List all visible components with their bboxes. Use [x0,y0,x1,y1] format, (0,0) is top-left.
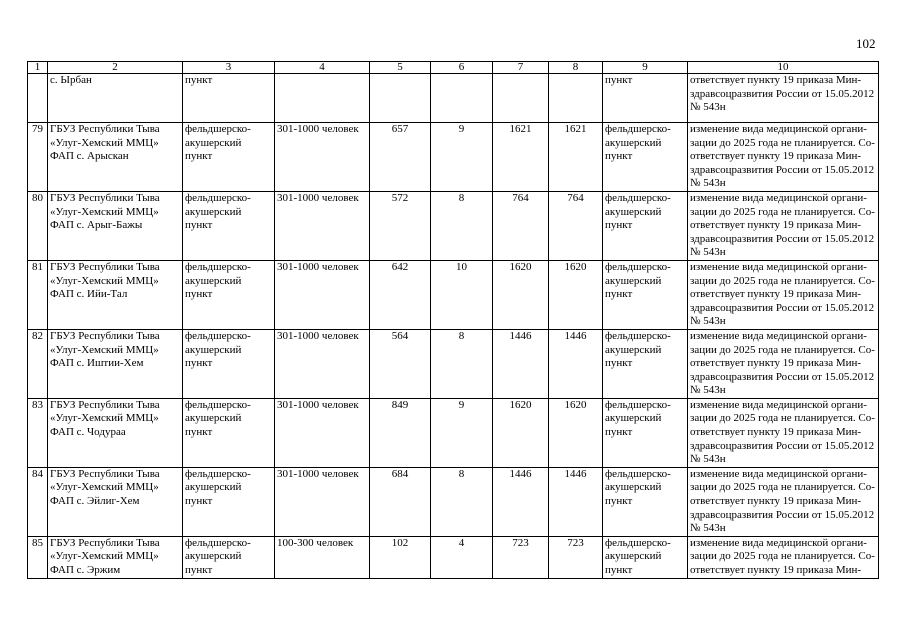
organization-cell-line: «Улуг-Хемский ММЦ» [50,274,159,287]
column-7-cell: 764 [493,191,549,260]
facility-type-cell [183,191,275,260]
note-cell [688,191,879,260]
note-cell-line: зации до 2025 года не планируется. Со- [690,550,875,563]
table-row [28,191,879,260]
facility-type-target-cell-line: фельдшерско- [605,329,671,342]
facility-type-target-cell-line: фельдшерско- [605,123,671,135]
table-row [28,123,879,192]
note-cell-line: зации до 2025 года не планируется. Со- [690,205,875,218]
column-5-cell: 684 [370,467,431,536]
population-cell: 301-1000 человек [275,191,370,260]
header-cell: 8 [549,62,603,74]
header-cell: 9 [603,62,688,74]
organization-cell-line: с. Ырбан [50,74,92,86]
facility-type-cell-line: фельдшерско- [185,329,251,342]
facility-type-cell-line: акушерский [185,550,242,563]
organization-cell [48,329,183,398]
column-8-cell: 1620 [549,398,603,467]
header-cell: 6 [431,62,493,74]
note-cell-line: зации до 2025 года не планируется. Со- [690,136,875,149]
note-cell-line: зации до 2025 года не планируется. Со- [690,481,875,494]
facility-type-cell-line: пункт [185,74,213,86]
organization-cell-line: ФАП с. Арыскан [50,150,129,163]
column-8-cell: 764 [549,191,603,260]
facility-type-cell [183,123,275,192]
organization-cell-line: «Улуг-Хемский ММЦ» [50,550,159,563]
note-cell-line: ответствует пункту 19 приказа Мин- [690,219,862,232]
column-6-cell [431,74,493,123]
facility-type-cell [183,74,275,123]
population-cell: 301-1000 человек [275,398,370,467]
row-number-cell: 83 [28,398,48,467]
facility-type-cell-line: фельдшерско- [185,536,251,549]
organization-cell-line: «Улуг-Хемский ММЦ» [50,136,159,149]
facility-type-target-cell-line: фельдшерско- [605,191,671,204]
page-number: 102 [856,36,876,51]
organization-cell-line: ФАП с. Иштии-Хем [50,357,144,370]
facility-type-target-cell [603,123,688,192]
organization-cell [48,191,183,260]
organization-cell-line: ГБУЗ Республики Тыва [50,398,160,411]
facility-type-cell-line: фельдшерско- [185,260,251,273]
note-cell [688,536,879,578]
column-6-cell: 10 [431,260,493,329]
facility-type-target-cell-line: фельдшерско- [605,536,671,549]
column-8-cell: 1620 [549,260,603,329]
column-6-cell: 8 [431,191,493,260]
facility-type-cell-line: фельдшерско- [185,123,251,135]
note-cell-line: № 543н [690,384,726,397]
organization-cell-line: ФАП с. Ийи-Тал [50,288,128,301]
organization-cell-line: «Улуг-Хемский ММЦ» [50,481,159,494]
note-cell-line: № 543н [690,315,726,328]
note-cell [688,74,879,123]
column-7-cell: 723 [493,536,549,578]
organization-cell-line: «Улуг-Хемский ММЦ» [50,412,159,425]
facility-type-cell-line: фельдшерско- [185,398,251,411]
facility-type-cell-line: акушерский [185,205,242,218]
column-5-cell: 572 [370,191,431,260]
column-6-cell: 8 [431,329,493,398]
note-cell-line: № 543н [690,246,726,259]
note-cell-line: зации до 2025 года не планируется. Со- [690,343,875,356]
facility-type-target-cell [603,329,688,398]
table-row [28,74,879,123]
column-6-cell: 9 [431,398,493,467]
row-number-cell: 82 [28,329,48,398]
organization-cell-line: ФАП с. Эйлиг-Хем [50,495,140,508]
note-cell-line: ответствует пункту 19 приказа Мин- [690,426,862,439]
facility-type-cell-line: фельдшерско- [185,467,251,480]
facility-type-target-cell-line: пункт [605,426,633,439]
column-8-cell: 1446 [549,467,603,536]
note-cell-line: здравсоцразвития России от 15.05.2012 [690,508,875,521]
header-cell: 1 [28,62,48,74]
column-6-cell: 4 [431,536,493,578]
column-6-cell: 9 [431,123,493,192]
table-row [28,329,879,398]
column-7-cell: 1620 [493,260,549,329]
organization-cell [48,74,183,123]
header-cell: 5 [370,62,431,74]
facility-type-cell [183,329,275,398]
note-cell-line: здравсоцразвития России от 15.05.2012 [690,439,875,452]
note-cell [688,398,879,467]
note-cell-line: изменение вида медицинской органи- [690,329,867,342]
column-8-cell: 723 [549,536,603,578]
facility-type-target-cell [603,74,688,123]
facility-type-cell-line: пункт [185,564,213,576]
facility-type-target-cell-line: пункт [605,150,633,163]
header-cell: 3 [183,62,275,74]
column-5-cell: 849 [370,398,431,467]
facility-type-target-cell-line: фельдшерско- [605,467,671,480]
facility-type-cell [183,536,275,578]
facility-type-target-cell-line: пункт [605,288,633,301]
table-row [28,467,879,536]
row-number-cell: 80 [28,191,48,260]
facility-type-target-cell [603,260,688,329]
note-cell-line: зации до 2025 года не планируется. Со- [690,412,875,425]
organization-cell-line: ФАП с. Арыг-Бажы [50,219,143,232]
facility-type-cell-line: пункт [185,426,213,439]
note-cell-line: ответствует пункту 19 приказа Мин- [690,150,862,163]
facility-type-target-cell-line: акушерский [605,343,662,356]
facility-type-cell [183,398,275,467]
note-cell-line: ответствует пункту 19 приказа Мин- [690,288,862,301]
table-row [28,536,879,578]
population-cell: 301-1000 человек [275,123,370,192]
organization-cell-line: ГБУЗ Республики Тыва [50,467,160,480]
facility-type-cell-line: пункт [185,495,213,508]
facility-type-target-cell-line: пункт [605,357,633,370]
column-7-cell: 1446 [493,329,549,398]
facility-type-target-cell-line: акушерский [605,136,662,149]
note-cell [688,123,879,192]
note-cell-line: изменение вида медицинской органи- [690,260,867,273]
facility-type-target-cell-line: акушерский [605,205,662,218]
note-cell-line: здравсоцразвития России от 15.05.2012 [690,163,875,176]
note-cell [688,467,879,536]
facility-type-cell-line: акушерский [185,343,242,356]
header-cell: 2 [48,62,183,74]
organization-cell-line: ГБУЗ Республики Тыва [50,191,160,204]
header-cell: 4 [275,62,370,74]
note-cell-line: изменение вида медицинской органи- [690,191,867,204]
row-number-cell: 79 [28,123,48,192]
document-table [27,61,879,579]
note-cell-line: зации до 2025 года не планируется. Со- [690,274,875,287]
row-number-cell: 85 [28,536,48,578]
facility-type-cell-line: акушерский [185,274,242,287]
header-row [28,62,879,74]
column-8-cell: 1621 [549,123,603,192]
table-row [28,260,879,329]
facility-type-cell-line: акушерский [185,412,242,425]
column-6-cell: 8 [431,467,493,536]
organization-cell-line: «Улуг-Хемский ММЦ» [50,205,159,218]
facility-type-cell [183,467,275,536]
organization-cell [48,467,183,536]
organization-cell-line: ФАП с. Чодураа [50,426,126,439]
facility-type-target-cell [603,398,688,467]
facility-type-target-cell-line: пункт [605,564,633,576]
note-cell-line: № 543н [690,101,726,114]
facility-type-cell-line: акушерский [185,481,242,494]
note-cell-line: ответствует пункту 19 приказа Мин- [690,495,862,508]
organization-cell [48,398,183,467]
note-cell-line: здравсоцразвития России от 15.05.2012 [690,301,875,314]
note-cell-line: изменение вида медицинской органи- [690,398,867,411]
note-cell-line: изменение вида медицинской органи- [690,123,867,135]
note-cell-line: ответствует пункту 19 приказа Мин- [690,357,862,370]
note-cell-line: № 543н [690,177,726,190]
population-cell: 301-1000 человек [275,329,370,398]
column-7-cell: 1621 [493,123,549,192]
column-5-cell: 102 [370,536,431,578]
facility-type-cell-line: пункт [185,150,213,163]
population-cell: 301-1000 человек [275,260,370,329]
population-cell: 301-1000 человек [275,467,370,536]
facility-type-target-cell-line: пункт [605,495,633,508]
organization-cell-line: ГБУЗ Республики Тыва [50,260,160,273]
column-5-cell: 564 [370,329,431,398]
row-number-cell: 84 [28,467,48,536]
note-cell-line: ответствует пункту 19 приказа Мин- [690,74,862,86]
facility-type-cell-line: фельдшерско- [185,191,251,204]
population-cell: 100-300 человек [275,536,370,578]
facility-type-cell [183,260,275,329]
column-5-cell: 657 [370,123,431,192]
facility-type-target-cell-line: фельдшерско- [605,260,671,273]
facility-type-target-cell [603,191,688,260]
note-cell [688,329,879,398]
organization-cell-line: ГБУЗ Республики Тыва [50,536,160,549]
organization-cell [48,123,183,192]
note-cell [688,260,879,329]
note-cell-line: здравсоцразвития России от 15.05.2012 [690,370,875,383]
row-number-cell [28,74,48,123]
column-7-cell: 1446 [493,467,549,536]
facility-type-target-cell-line: пункт [605,219,633,232]
note-cell-line: изменение вида медицинской органи- [690,467,867,480]
organization-cell-line: «Улуг-Хемский ММЦ» [50,343,159,356]
note-cell-line: ответствует пункту 19 приказа Мин- [690,564,862,576]
facility-type-target-cell [603,536,688,578]
facility-type-cell-line: пункт [185,357,213,370]
header-cell: 10 [688,62,879,74]
facility-type-target-cell-line: акушерский [605,550,662,563]
note-cell-line: № 543н [690,522,726,535]
header-cell: 7 [493,62,549,74]
population-cell [275,74,370,123]
facility-type-target-cell-line: пункт [605,74,633,86]
column-8-cell: 1446 [549,329,603,398]
organization-cell [48,536,183,578]
organization-cell-line: ФАП с. Эржим [50,564,121,576]
row-number-cell: 81 [28,260,48,329]
facility-type-cell-line: пункт [185,219,213,232]
note-cell-line: № 543н [690,453,726,466]
column-8-cell [549,74,603,123]
facility-type-target-cell-line: акушерский [605,481,662,494]
organization-cell [48,260,183,329]
note-cell-line: здравсоцразвития России от 15.05.2012 [690,232,875,245]
organization-cell-line: ГБУЗ Республики Тыва [50,329,160,342]
column-5-cell: 642 [370,260,431,329]
organization-cell-line: ГБУЗ Республики Тыва [50,123,160,135]
facility-type-target-cell-line: акушерский [605,274,662,287]
facility-type-cell-line: акушерский [185,136,242,149]
facility-type-cell-line: пункт [185,288,213,301]
note-cell-line: здравсоцразвития России от 15.05.2012 [690,87,875,100]
facility-type-target-cell-line: фельдшерско- [605,398,671,411]
note-cell-line: изменение вида медицинской органи- [690,536,867,549]
facility-type-target-cell-line: акушерский [605,412,662,425]
table-row [28,398,879,467]
column-5-cell [370,74,431,123]
facility-type-target-cell [603,467,688,536]
column-7-cell [493,74,549,123]
column-7-cell: 1620 [493,398,549,467]
